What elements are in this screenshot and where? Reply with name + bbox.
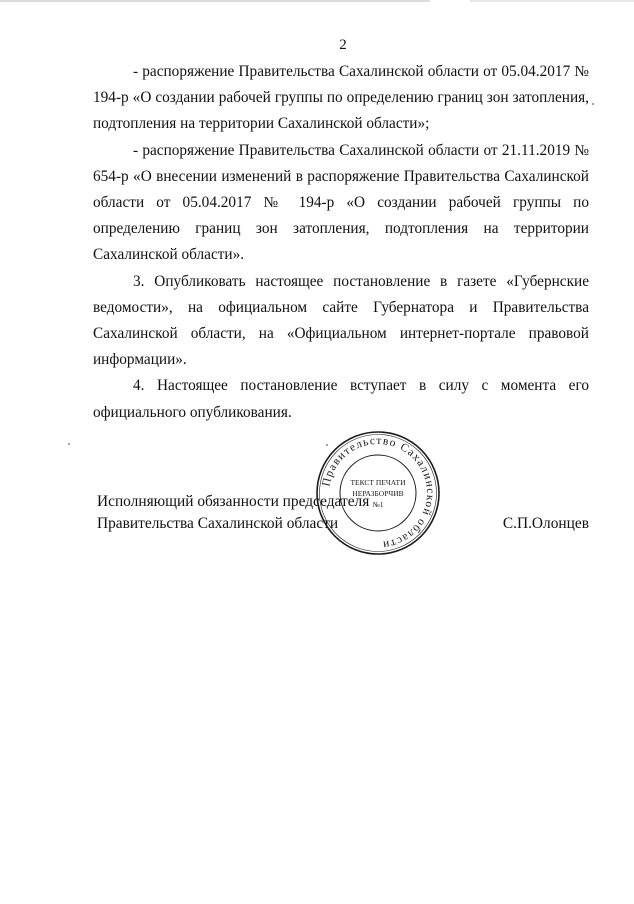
paragraph-publish: 3. Опубликовать настоящее постановление в газете «Губернские ведомости», на официальном сайте Губернатора и Правительства Сахалинской области, на «Официальном интернет-портале правовой информации». [93,272,589,369]
page-number: 2 [339,37,347,53]
paragraph-order-2019: - распоряжение Правительства Сахалинской области от 21.11.2019 № 654-р «О внесении изменений в распоряжение Правительства Сахалинской области от 05.04.2017 № 194-р «О создании рабочей группы по определению границ зон затопления, подтопления на территории Сахалинской области». [93,141,589,264]
signatory-position-line2: Правительства Сахалинской области [97,515,339,532]
document-body [93,59,589,426]
seal-ring-text: Правительство Сахалинской области [320,434,437,551]
seal-center-line1: ТЕКСТ ПЕЧАТИ [350,478,406,487]
scan-speck [326,444,328,446]
paragraph-order-2017: - распоряжение Правительства Сахалинской области от 05.04.2017 № 194-р «О создании рабочей группы по определению границ зон затопления, подтопления на территории Сахалинской области»; [93,63,589,133]
signatory-position-line1: Исполняющий обязанности председателя [97,493,370,510]
signatory-name: С.П.Олонцев [502,515,589,532]
seal-center-line3: №1 [372,500,384,509]
scan-edge-artifact [0,0,634,2]
paragraph-effective: 4. Настоящее постановление вступает в силу с момента его официального опубликования. [93,377,589,421]
scan-speck [68,443,70,445]
seal-center-line2: НЕРАЗБОРЧИВ [352,489,404,498]
scan-speck [592,103,594,105]
official-seal-stamp [313,428,443,558]
